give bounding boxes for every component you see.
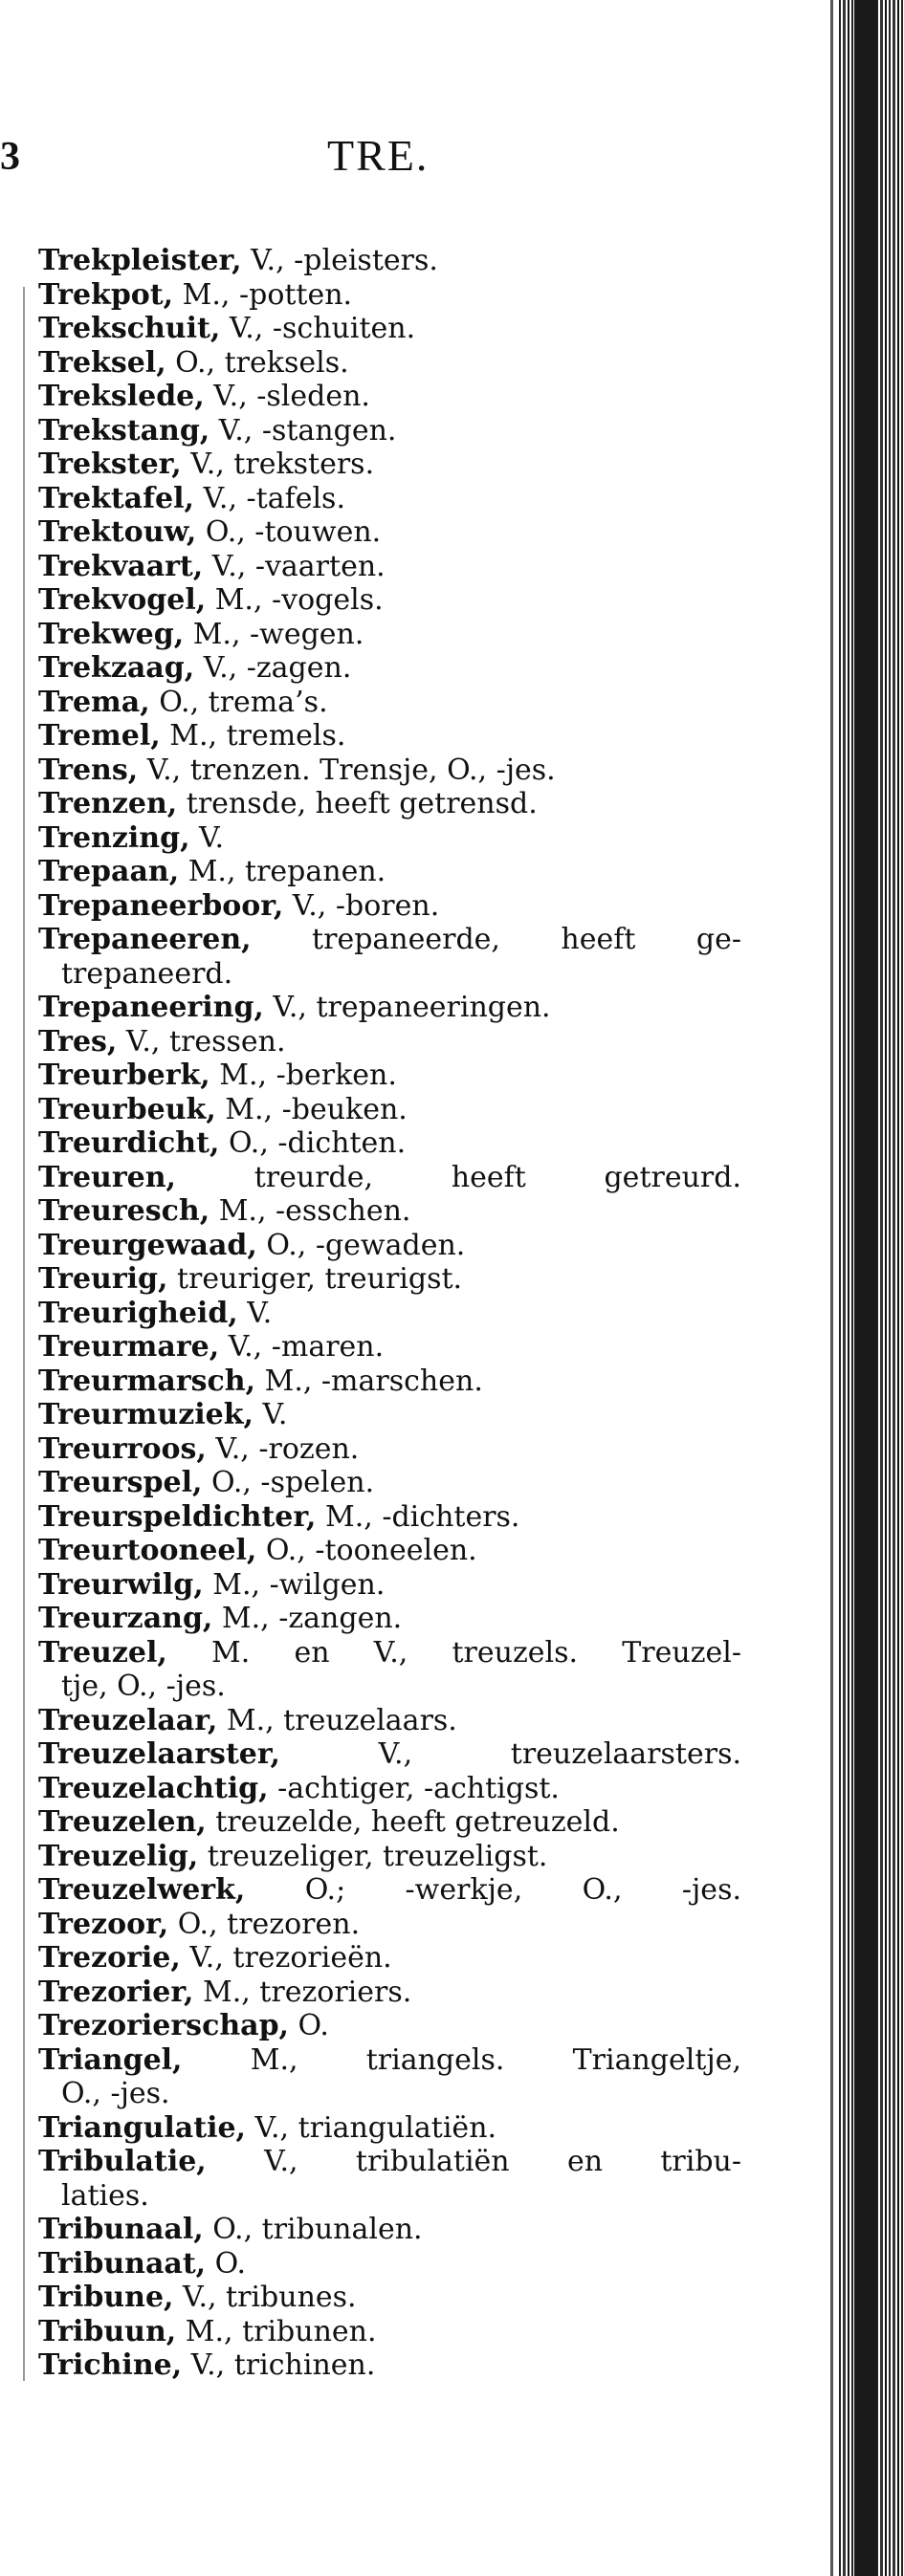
entry-definition: V., trichinen. <box>182 2348 376 2382</box>
entry-headword: Triangel, <box>38 2042 183 2077</box>
entry-definition: V., treuzelaarsters. <box>279 1737 741 1771</box>
dictionary-entry <box>38 346 741 381</box>
dictionary-entry <box>38 312 741 346</box>
entry-headword: Treurspeldichter, <box>38 1499 317 1534</box>
entry-definition: V., -schuiten. <box>220 312 416 345</box>
entry-headword: Treurbeuk, <box>38 1092 216 1126</box>
dictionary-entry <box>38 651 741 686</box>
entry-continuation: O., -jes. <box>61 2077 170 2110</box>
dictionary-entry <box>38 1704 741 1738</box>
entry-definition: M., -esschen. <box>209 1194 411 1228</box>
dictionary-entry <box>38 2281 741 2315</box>
entry-headword: Treuzelachtig, <box>38 1771 269 1805</box>
entry-headword: Trekvogel, <box>38 583 207 617</box>
entry-definition: V., tribulatiën en tribu- <box>206 2145 741 2178</box>
entry-definition: V., trepaneeringen. <box>263 991 551 1024</box>
entry-headword: Trezorie, <box>38 1941 181 1975</box>
entry-definition: trepaneerde, heeft ge- <box>251 923 741 956</box>
entry-headword: Treurdicht, <box>38 1126 220 1160</box>
dictionary-entry <box>38 1500 741 1535</box>
entry-headword: Trepaneering, <box>38 991 264 1024</box>
dictionary-entry <box>38 1466 741 1500</box>
dictionary-entry <box>38 482 741 516</box>
dictionary-entry <box>38 244 741 278</box>
entry-definition: treurde, heeft getreurd. <box>176 1160 741 1194</box>
entry-headword: Treuzelaar, <box>38 1703 218 1737</box>
entry-headword: Treuzelig, <box>38 1839 199 1873</box>
entry-definition: V. <box>189 820 225 855</box>
entry-continuation: tje, O., -jes. <box>61 1670 226 1703</box>
dictionary-entry <box>38 1194 741 1229</box>
entry-definition: O., treksels. <box>165 345 349 380</box>
page-number: 3 <box>0 135 20 179</box>
entry-definition: O., -gewaden. <box>256 1228 466 1262</box>
entry-headword: Treurmarsch, <box>38 1364 256 1398</box>
entry-definition: M., -wilgen. <box>203 1567 386 1602</box>
dictionary-entry <box>38 550 741 584</box>
dictionary-entry <box>38 686 741 720</box>
entry-headword: Trezoor, <box>38 1907 169 1941</box>
entry-definition: M., -marschen. <box>255 1364 483 1398</box>
dictionary-entry <box>38 821 741 856</box>
entry-headword: Tribuun, <box>38 2314 177 2348</box>
entry-definition: O., -spelen. <box>202 1466 375 1499</box>
dictionary-entry <box>38 1636 741 1704</box>
dictionary-entry <box>38 1602 741 1636</box>
dictionary-entry <box>38 2315 741 2349</box>
dictionary-entry <box>38 855 741 889</box>
entry-definition: V. <box>237 1296 273 1330</box>
entry-headword: Treuzelen, <box>38 1805 207 1839</box>
entry-headword: Treurigheid, <box>38 1296 238 1330</box>
dictionary-entry <box>38 2043 741 2111</box>
entry-headword: Trekzaag, <box>38 651 195 685</box>
entry-headword: Trekschuit, <box>38 312 221 345</box>
entry-headword: Treuzel, <box>38 1635 167 1670</box>
entry-definition: O., -dichten. <box>219 1126 407 1160</box>
dictionary-entry <box>38 1126 741 1161</box>
entry-headword: Treurroos, <box>38 1431 207 1466</box>
entry-definition: M., -dichters. <box>316 1499 520 1534</box>
entry-definition: O. <box>206 2246 247 2281</box>
dictionary-entry <box>38 380 741 414</box>
entry-headword: Treurzang, <box>38 1602 213 1635</box>
entry-definition: M., -berken. <box>209 1059 397 1092</box>
entry-definition: O. <box>289 2009 329 2042</box>
entry-headword: Tribune, <box>38 2281 174 2314</box>
entry-headword: Trekster, <box>38 448 182 481</box>
entry-definition: M., trezoriers. <box>193 1975 412 2009</box>
entry-headword: Trens, <box>38 753 139 787</box>
dictionary-entry <box>38 1772 741 1806</box>
entry-headword: Treurwilg, <box>38 1567 204 1602</box>
entry-headword: Treurberk, <box>38 1059 210 1092</box>
binding-shadow <box>854 0 877 2576</box>
entry-headword: Trekslede, <box>38 380 205 413</box>
entry-headword: Tres, <box>38 1024 118 1059</box>
entry-definition: V., -rozen. <box>206 1431 360 1466</box>
dictionary-entry <box>38 515 741 550</box>
dictionary-entry <box>38 787 741 821</box>
entry-headword: Trekstang, <box>38 413 210 448</box>
entry-headword: Triangulatie, <box>38 2110 247 2145</box>
entry-definition: -achtiger, -achtigst. <box>268 1771 560 1805</box>
dictionary-entry <box>38 1432 741 1467</box>
entry-definition: V., treksters. <box>181 448 375 481</box>
entry-definition: M., triangels. Triangeltje, <box>182 2042 741 2077</box>
entry-headword: Trenzing, <box>38 820 190 855</box>
entry-headword: Tribulatie, <box>38 2145 207 2178</box>
entry-headword: Treuzelaarster, <box>38 1737 280 1771</box>
dictionary-entry <box>38 1534 741 1568</box>
entry-definition: M., -beuken. <box>215 1092 408 1126</box>
entry-headword: Treurig, <box>38 1262 168 1296</box>
dictionary-entry <box>38 1840 741 1874</box>
entry-headword: Treuresch, <box>38 1194 210 1228</box>
entry-definition: V., -stangen. <box>209 413 397 448</box>
entry-definition: O.; -werkje, O., -jes. <box>245 1873 741 1907</box>
entry-headword: Trichine, <box>38 2348 183 2382</box>
entry-definition: M., -wegen. <box>184 617 364 651</box>
entry-headword: Tribunaal, <box>38 2213 204 2246</box>
entry-definition: M., treuzelaars. <box>217 1703 457 1737</box>
dictionary-entry <box>38 2145 741 2213</box>
dictionary-entry <box>38 719 741 753</box>
dictionary-entry <box>38 1229 741 1263</box>
dictionary-entry <box>38 2348 741 2383</box>
entry-definition: M., -zangen. <box>212 1602 403 1635</box>
margin-rule <box>23 287 25 2381</box>
entry-headword: Trepaneeren, <box>38 923 252 956</box>
entry-definition: M., tribunen. <box>176 2314 377 2348</box>
entry-definition: M., -vogels. <box>206 583 384 617</box>
entry-headword: Trezorierschap, <box>38 2009 290 2042</box>
entry-headword: Treksel, <box>38 345 166 380</box>
entry-definition: V., trezorieën. <box>180 1941 392 1975</box>
dictionary-entry <box>38 1025 741 1059</box>
entry-definition: O., trema’s. <box>149 685 328 719</box>
entry-definition: trensde, heeft getrensd. <box>177 787 538 820</box>
entry-definition: V., trenzen. Trensje, O., -jes. <box>138 753 556 787</box>
dictionary-entry <box>38 1297 741 1331</box>
entry-definition: V., tribunes. <box>173 2281 357 2314</box>
dictionary-entry <box>38 1262 741 1297</box>
dictionary-entry <box>38 2247 741 2281</box>
dictionary-entry <box>38 1976 741 2010</box>
dictionary-entry <box>38 1568 741 1603</box>
entry-continuation: trepaneerd. <box>61 956 233 991</box>
entry-headword: Trektafel, <box>38 481 194 515</box>
entry-definition: V., tressen. <box>117 1024 286 1059</box>
entry-headword: Treurmare, <box>38 1330 220 1364</box>
entry-definition: O., trezoren. <box>168 1907 361 1941</box>
dictionary-entry <box>38 889 741 924</box>
entry-definition: M., trepanen. <box>179 855 386 888</box>
dictionary-entry <box>38 991 741 1025</box>
entry-headword: Trema, <box>38 685 150 719</box>
entry-headword: Trezorier, <box>38 1975 194 2009</box>
dictionary-entry <box>38 1941 741 1976</box>
dictionary-entry <box>38 2213 741 2247</box>
dictionary-entry <box>38 1398 741 1432</box>
entry-headword: Treuren, <box>38 1160 176 1194</box>
entry-continuation: laties. <box>61 2178 149 2213</box>
entry-definition: V., triangulatiën. <box>246 2110 497 2145</box>
dictionary-entry <box>38 1059 741 1093</box>
dictionary-entry <box>38 278 741 313</box>
entry-headword: Trepaan, <box>38 855 180 888</box>
entry-headword: Trekpot, <box>38 277 174 312</box>
dictionary-entry <box>38 1805 741 1840</box>
entry-definition: V., -boren. <box>283 888 440 923</box>
entry-definition: O., tribunalen. <box>203 2213 423 2246</box>
entry-headword: Trekvaart, <box>38 549 204 583</box>
entry-definition: M., -potten. <box>173 277 353 312</box>
entry-headword: Trenzen, <box>38 787 178 820</box>
entry-definition: M. en V., treuzels. Treuzel- <box>166 1635 741 1670</box>
binding-edge <box>830 0 833 2576</box>
entry-definition: V. <box>253 1398 288 1431</box>
dictionary-entry <box>38 448 741 482</box>
entry-headword: Treurgewaad, <box>38 1228 257 1262</box>
entry-headword: Trepaneerboor, <box>38 888 284 923</box>
entry-definition: V., -vaarten. <box>203 549 386 583</box>
running-head: TRE. <box>327 131 430 180</box>
entry-headword: Tribunaat, <box>38 2246 207 2281</box>
dictionary-entry <box>38 1330 741 1364</box>
entry-headword: Trektouw, <box>38 515 197 549</box>
entry-headword: Treurmuziek, <box>38 1398 254 1431</box>
entry-headword: Treuzelwerk, <box>38 1873 246 1907</box>
entry-headword: Treurtooneel, <box>38 1534 257 1567</box>
entry-headword: Trekpleister, <box>38 244 242 277</box>
entry-headword: Treurspel, <box>38 1466 203 1499</box>
dictionary-entry <box>38 1908 741 1942</box>
entry-definition: V., -pleisters. <box>241 244 438 277</box>
dictionary-entry <box>38 1873 741 1908</box>
dictionary-entry <box>38 2111 741 2146</box>
entry-definition: treuriger, treurigst. <box>167 1262 463 1296</box>
dictionary-entry <box>38 2009 741 2043</box>
entry-definition: V., -zagen. <box>194 651 352 685</box>
entry-definition: V., -maren. <box>219 1330 385 1364</box>
dictionary-entry <box>38 1737 741 1772</box>
entry-definition: O., -touwen. <box>196 515 382 549</box>
dictionary-entry <box>38 753 741 788</box>
entry-headword: Trekweg, <box>38 617 185 651</box>
entry-headword: Tremel, <box>38 719 161 753</box>
entry-definition: treuzeliger, treuzeligst. <box>198 1839 548 1873</box>
entry-definition: treuzelde, heeft getreuzeld. <box>206 1805 620 1839</box>
dictionary-entry <box>38 583 741 618</box>
entry-definition: V., -sleden. <box>204 380 370 413</box>
dictionary-entry <box>38 1161 741 1195</box>
dictionary-entry <box>38 414 741 448</box>
dictionary-entry <box>38 1364 741 1399</box>
entry-definition: M., tremels. <box>160 719 346 753</box>
dictionary-entry <box>38 1093 741 1127</box>
dictionary-entries <box>38 244 741 2383</box>
dictionary-entry <box>38 923 741 991</box>
entry-definition: O., -tooneelen. <box>256 1534 477 1567</box>
entry-definition: V., -tafels. <box>193 481 345 515</box>
dictionary-entry <box>38 618 741 652</box>
